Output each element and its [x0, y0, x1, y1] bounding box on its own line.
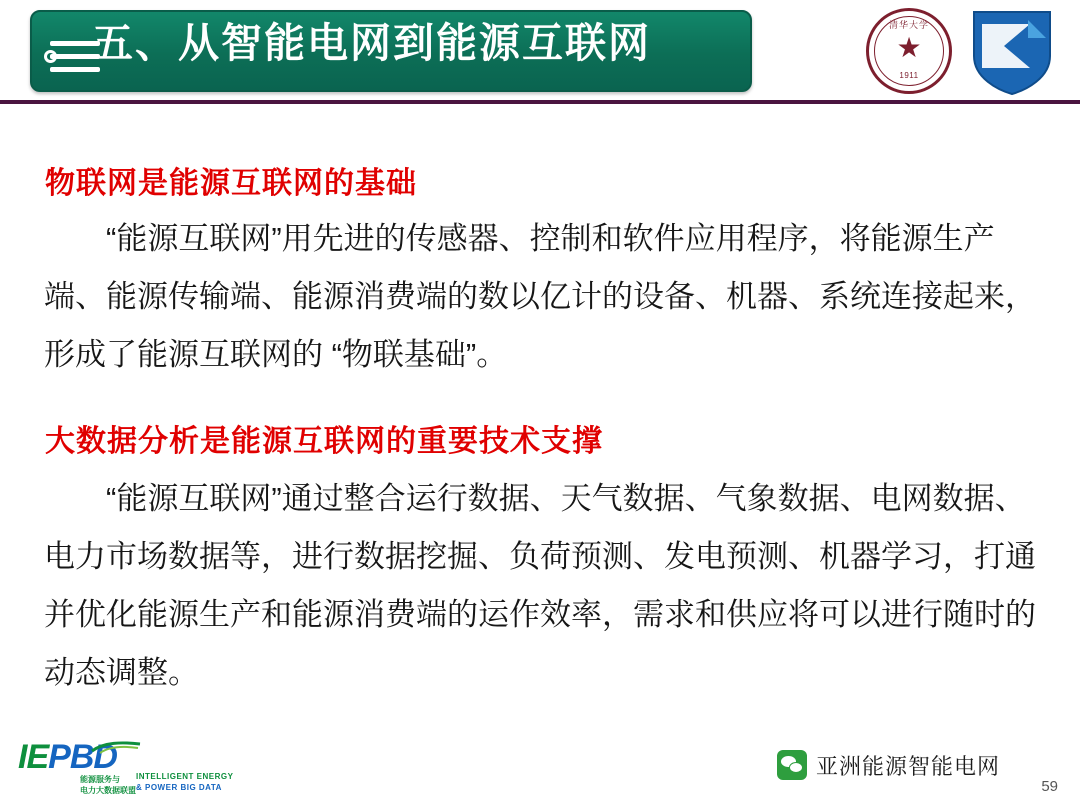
section2-paragraph [44, 470, 1044, 702]
iepbd-cn-line2: 电力大数据联盟 [80, 786, 136, 795]
iepbd-ie: IE [18, 738, 49, 776]
wechat-account-name: 亚洲能源智能电网 [815, 753, 1000, 779]
page-title: 五、从智能电网到能源互联网 [92, 20, 651, 66]
section1-paragraph [44, 210, 1044, 384]
iepbd-cn-line1: 能源服务与 [80, 775, 120, 784]
swoosh-icon [90, 740, 142, 754]
seal-bottom-text: 1911 [899, 71, 919, 80]
slide-header [0, 0, 1080, 104]
iepbd-p: P [48, 738, 70, 776]
section1-heading: 物联网是能源互联网的基础 [45, 167, 417, 200]
seal-top-text: 清华大学 [888, 20, 929, 30]
wechat-account [777, 748, 1000, 782]
blue-shield-icon [968, 6, 1056, 96]
slide-footer [0, 730, 1080, 810]
section1-paragraph-text: “能源互联网”用先进的传感器、控制和软件应用程序，将能源生产端、能源传输端、能源消费端的数以亿计的设备、机器、系统连接起来，形成了能源互联网的 “物联基础”。 [44, 221, 1036, 372]
iepbd-en-line2: & POWER BIG DATA [136, 783, 222, 792]
seal-star-icon: ★ [896, 32, 922, 63]
wechat-icon [777, 750, 807, 780]
header-divider [0, 100, 1080, 104]
page-number: 59 [1041, 778, 1058, 795]
university-seal-icon [866, 8, 952, 94]
iepbd-en-line1: INTELLIGENT ENERGY [136, 772, 234, 781]
section2-paragraph-text: “能源互联网”通过整合运行数据、天气数据、气象数据、电网数据、电力市场数据等，进行数据挖掘、负荷预测、发电预测、机器学习，打通并优化能源生产和能源消费端的运作效率，需求和供应将可以进行随时的动态调整。 [44, 481, 1036, 690]
iepbd-bd: BD [69, 738, 117, 776]
slide-body [0, 110, 1080, 730]
iepbd-logo [18, 738, 308, 802]
section2-heading: 大数据分析是能源互联网的重要技术支撑 [45, 425, 603, 458]
